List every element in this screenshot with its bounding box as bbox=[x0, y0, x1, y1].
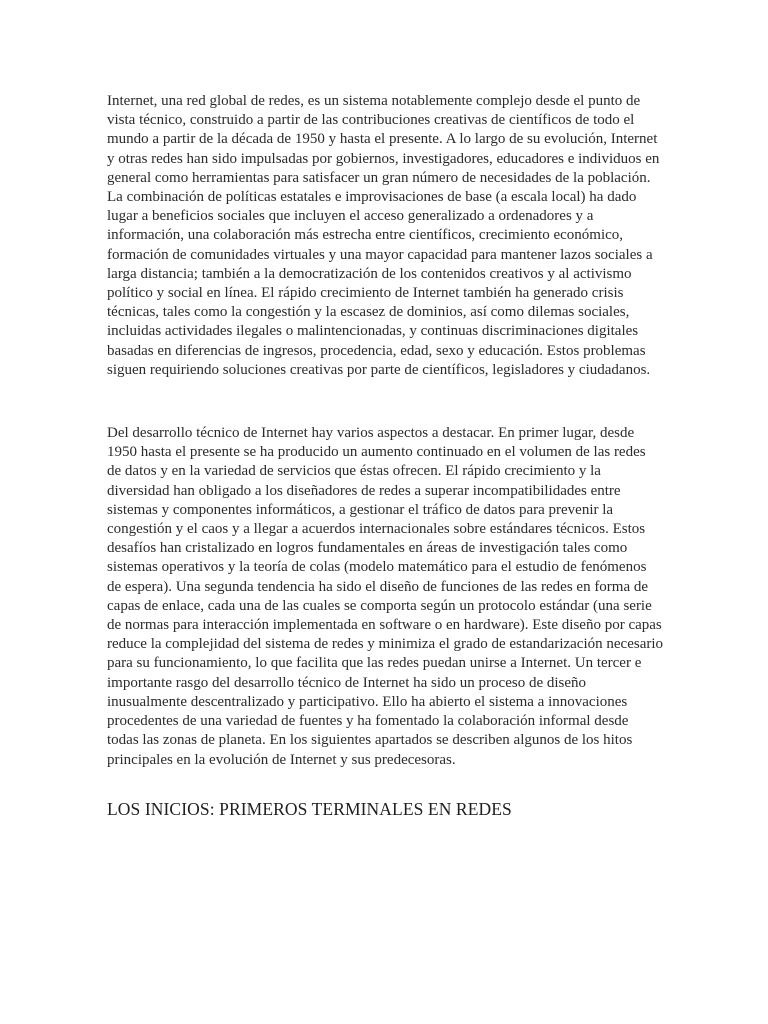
paragraph-intro: Internet, una red global de redes, es un sistema notablemente complejo desde el punto de vista técnico, construido a partir de las contribuciones creativas de científicos de todo el mundo a partir de la década de 1950 y hasta el presente. A lo largo de su evolución, Internet y otras redes han sido impulsadas por gobiernos, investigadores, educadores e individuos en general como herramientas para satisfacer un gran número de necesidades de la población. La combinación de políticas estatales e improvisaciones de base (a escala local) ha dado lugar a beneficios sociales que incluyen el acceso generalizado a ordenadores y a información, una colaboración más estrecha entre científicos, crecimiento económico, formación de comunidades virtuales y una mayor capacidad para mantener lazos sociales a larga distancia; también a la democratización de los contenidos creativos y al activismo político y social en línea. El rápido crecimiento de Internet también ha generado crisis técnicas, tales como la congestión y la escasez de dominios, así como dilemas sociales, incluidas actividades ilegales o malintencionadas, y continuas discriminaciones digitales basadas en diferencias de ingresos, procedencia, edad, sexo y educación. Estos problemas siguen requiriendo soluciones creativas por parte de científicos, legisladores y ciudadanos. bbox=[107, 93, 660, 378]
paragraph-technical-development: Del desarrollo técnico de Internet hay varios aspectos a destacar. En primer lugar, desde 1950 hasta el presente se ha producido un aumento continuado en el volumen de las redes de datos y en la variedad de servicios que éstas ofrecen. El rápido crecimiento y la diversidad han obligado a los diseñadores de redes a superar incompatibilidades entre sistemas y componentes informáticos, a gestionar el tráfico de datos para prevenir la congestión y el caos y a llegar a acuerdos internacionales sobre estándares técnicos. Estos desafíos han cristalizado en logros fundamentales en áreas de investigación tales como sistemas operativos y la teoría de colas (modelo matemático para el estudio de fenómenos de espera). Una segunda tendencia ha sido el diseño de funciones de las redes en forma de capas de enlace, cada una de las cuales se comporta según un protocolo estándar (una serie de normas para interacción implementada en software o en hardware). Este diseño por capas reduce la complejidad del sistema de redes y minimiza el grado de estandarización necesario para su funcionamiento, lo que facilita que las redes puedan unirse a Internet. Un tercer e importante rasgo del desarrollo técnico de Internet ha sido un proceso de diseño inusualmente descentralizado y participativo. Ello ha abierto el sistema a innovaciones procedentes de una variedad de fuentes y ha fomentado la colaboración informal desde todas las zonas de planeta. En los siguientes apartados se describen algunos de los hitos principales en la evolución de Internet y sus predecesoras. bbox=[107, 425, 664, 768]
section-heading: LOS INICIOS: PRIMEROS TERMINALES EN REDES bbox=[107, 798, 512, 819]
document-body bbox=[107, 92, 663, 820]
